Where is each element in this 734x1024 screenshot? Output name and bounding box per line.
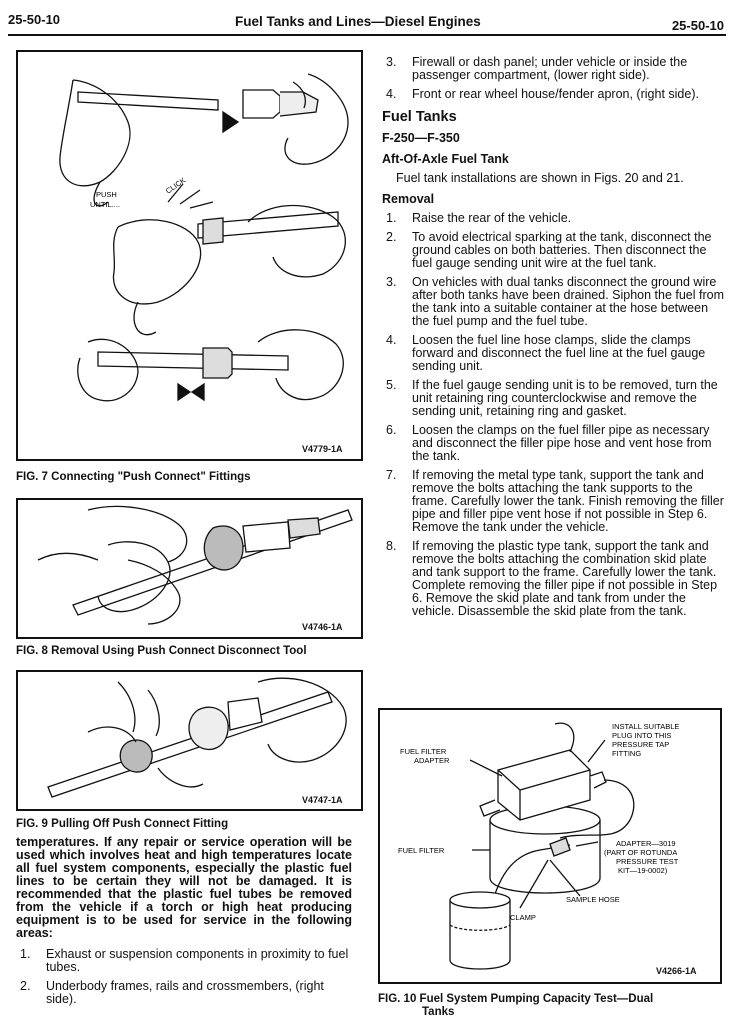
figure-id: V4779-1A (302, 444, 343, 454)
page-header (0, 0, 734, 34)
click-label: CLICK (163, 175, 188, 196)
svg-text:PRESSURE TEST: PRESSURE TEST (616, 857, 679, 866)
svg-text:(PART OF ROTUNDA: (PART OF ROTUNDA (604, 848, 678, 857)
step-item: 1. Raise the rear of the vehicle. (386, 211, 572, 225)
fuel-filter-adapter-label: FUEL FILTER (400, 747, 447, 756)
push-connect-illustration (18, 52, 361, 459)
section-code-left: 25-50-10 (8, 12, 61, 27)
svg-text:ADAPTER: ADAPTER (414, 756, 450, 765)
adapter-tool-label: ADAPTER—3019 (616, 839, 676, 848)
heading-removal: Removal (382, 192, 435, 206)
removal-steps (382, 212, 724, 618)
pumping-capacity-test-illustration (380, 710, 720, 982)
figure-9-caption: FIG. 9 Pulling Off Push Connect Fitting (16, 818, 229, 830)
push-until-label-2: UNTIL.... (90, 200, 121, 209)
list-item: 2. Underbody frames, rails and crossmembers, (right side). (20, 979, 324, 1006)
step-item: 5. If the fuel gauge sending unit is to be removed, turn the unit retaining ring counterclockwise and remove the sending unit, retaining ring and gasket. (386, 378, 718, 418)
figure-id: V4746-1A (302, 622, 343, 632)
disconnect-tool-illustration (18, 500, 361, 637)
svg-text:PRESSURE TAP: PRESSURE TAP (612, 740, 670, 749)
figure-8-caption: FIG. 8 Removal Using Push Connect Disconnect Tool (16, 645, 307, 657)
step-item: 4. Loosen the fuel line hose clamps, slide the clamps forward and disconnect the fuel line at the fuel gauge sending unit. (386, 333, 706, 373)
figure-7 (16, 50, 363, 461)
list-item: 1. Exhaust or suspension components in proximity to fuel tubes. (20, 947, 349, 974)
header-rule (8, 34, 726, 36)
svg-text:FITTING: FITTING (612, 749, 642, 758)
fuel-filter-label: FUEL FILTER (398, 846, 445, 855)
heading-aft-of-axle: Aft-Of-Axle Fuel Tank (382, 152, 509, 166)
intro-text: Fuel tank installations are shown in Figs. 20 and 21. (396, 171, 684, 185)
clamp-label: CLAMP (510, 913, 536, 922)
figure-id: V4747-1A (302, 795, 343, 805)
heading-models: F-250—F-350 (382, 131, 460, 145)
heading-fuel-tanks: Fuel Tanks (382, 109, 457, 125)
left-column (16, 836, 352, 1012)
figure-7-caption: FIG. 7 Connecting "Push Connect" Fittings (16, 471, 251, 483)
sample-hose-label: SAMPLE HOSE (566, 895, 620, 904)
step-item: 7. If removing the metal type tank, support the tank and remove the bolts attaching the tank supports to the frame. Carefully lower the tank. Finish removing the filler pipe and filler pipe vent hose if not possible in Step 6. Remove the tank under the vehicle. (386, 468, 724, 534)
step-item: 3. On vehicles with dual tanks disconnect the ground wire after both tanks have been drained. Siphon the fuel from the tank into a suitable container at the hose between the fuel pump and the fuel tube. (386, 275, 725, 328)
list-item: 4. Front or rear wheel house/fender apron, (right side). (386, 87, 699, 101)
install-plug-label: INSTALL SUITABLE (612, 722, 680, 731)
svg-text:PLUG INTO THIS: PLUG INTO THIS (612, 731, 672, 740)
pull-fitting-illustration (18, 672, 361, 809)
section-code-right: 25-50-10 (671, 18, 724, 33)
step-item: 2. To avoid electrical sparking at the tank, disconnect the ground cables on both batteries. Then disconnect the fuel gauge sending unit wire at the fuel tank. (386, 230, 712, 270)
right-column (382, 56, 724, 624)
figure-10-caption: FIG. 10 Fuel System Pumping Capacity Test—Dual Tanks (378, 993, 654, 1018)
warning-text: temperatures. If any repair or service operation will be used which involves heat and high temperatures locate all fuel system components, especially the plastic fuel lines to be certain they will not be damaged. It is recommended that the plastic fuel tubes be removed from the vehicle if a torch or high heat producing equipment is to be used for service in the following areas: (16, 835, 352, 940)
list-item: 3. Firewall or dash panel; under vehicle or inside the passenger compartment, (lower right side). (386, 55, 688, 82)
figure-8 (16, 498, 363, 639)
figure-9 (16, 670, 363, 811)
figure-10 (378, 708, 722, 984)
step-item: 6. Loosen the clamps on the fuel filler pipe as necessary and disconnect the filler pipe hose and vent hose from the tank. (386, 423, 712, 463)
step-item: 8. If removing the plastic type tank, support the tank and remove the bolts attaching the combination skid plate and tank support to the frame. Carefully lower the tank. Complete removing the filler pipe if not possible in Step 6. Remove the skid plate and tank from under the vehicle. Disassemble the skid plate from the tank. (386, 539, 718, 618)
svg-text:KIT—19-0002): KIT—19-0002) (618, 866, 668, 875)
figure-id: V4266-1A (656, 966, 697, 976)
page-title: Fuel Tanks and Lines—Diesel Engines (235, 14, 481, 29)
push-until-label: PUSH (96, 190, 117, 199)
